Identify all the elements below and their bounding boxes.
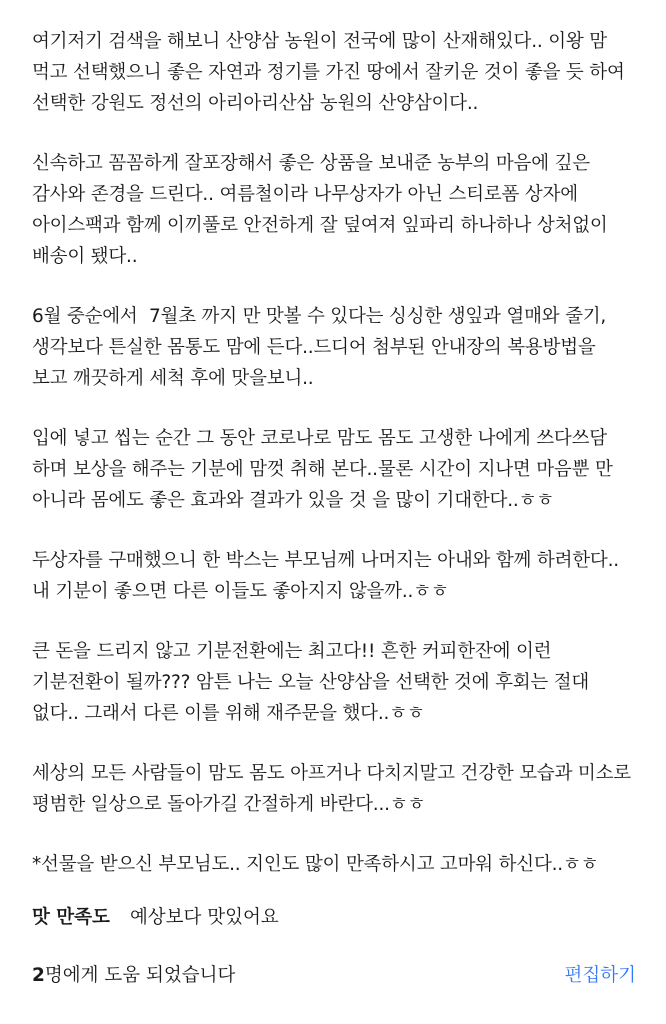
review-paragraph: 두상자를 구매했으니 한 박스는 부모님께 나머지는 아내와 함께 하려한다.. 내 기분이 좋으면 다른 이들도 좋아지지 않을까..ㅎㅎ <box>32 550 625 602</box>
helpful-summary <box>32 960 235 991</box>
helpful-text: 명에게 도움 되었습니다 <box>44 965 236 986</box>
review-footer <box>32 960 636 991</box>
helpful-count: 2 <box>32 965 45 986</box>
taste-satisfaction-label: 맛 만족도 <box>32 907 110 928</box>
review-paragraph: *선물을 받으신 부모님도.. 지인도 많이 만족하시고 고마워 하신다..ㅎㅎ <box>32 854 599 875</box>
edit-button[interactable]: 편집하기 <box>564 965 636 986</box>
review-paragraph: 신속하고 꼼꼼하게 잘포장해서 좋은 상품을 보내준 농부의 마음에 깊은 감사와 존경을 드린다.. 여름철이라 나무상자가 아닌 스티로폼 상자에 아이스팩과 함께 이끼풀로 안전하게 잘 덮여져 잎파리 하나하나 상처없이 배송이 됐다.. <box>32 153 614 267</box>
review-body <box>32 26 637 880</box>
review-paragraph: 여기저기 검색을 해보니 산양삼 농원이 전국에 많이 산재해있다.. 이왕 맘 먹고 선택했으니 좋은 자연과 정기를 가진 땅에서 잘키운 것이 좋을 듯 하여 선택한 강원도 정선의 아리아리산삼 농원의 산양삼이다.. <box>32 31 631 114</box>
review-paragraph: 세상의 모든 사람들이 맘도 몸도 아프거나 다치지말고 건강한 모습과 미소로 평범한 일상으로 돌아가길 간절하게 바란다...ㅎㅎ <box>32 763 637 815</box>
review-paragraph: 큰 돈을 드리지 않고 기분전환에는 최고다!! 흔한 커피한잔에 이런 기분전환이 될까??? 암튼 나는 오늘 산양삼을 선택한 것에 후회는 절대 없다.. 그래서 다른 이를 위해 재주문을 했다..ㅎㅎ <box>32 641 595 724</box>
review-paragraph: 입에 넣고 씹는 순간 그 동안 코로나로 맘도 몸도 고생한 나에게 쓰다쓰담 하며 보상을 해주는 기분에 맘껏 취해 본다..물론 시간이 지나면 마음뿐 만 아니라 몸에도 좋은 효과와 결과가 있을 것 을 많이 기대한다..ㅎㅎ <box>32 428 619 511</box>
review-paragraph: 6월 중순에서 7월초 까지 만 맛볼 수 있다는 싱싱한 생잎과 열매와 줄기, 생각보다 튼실한 몸통도 맘에 든다..드디어 첨부된 안내장의 복용방법을 보고 깨끗하게 세척 후에 맛을보니.. <box>32 306 612 389</box>
taste-satisfaction-row <box>32 902 634 933</box>
taste-satisfaction-value: 예상보다 맛있어요 <box>129 907 279 928</box>
